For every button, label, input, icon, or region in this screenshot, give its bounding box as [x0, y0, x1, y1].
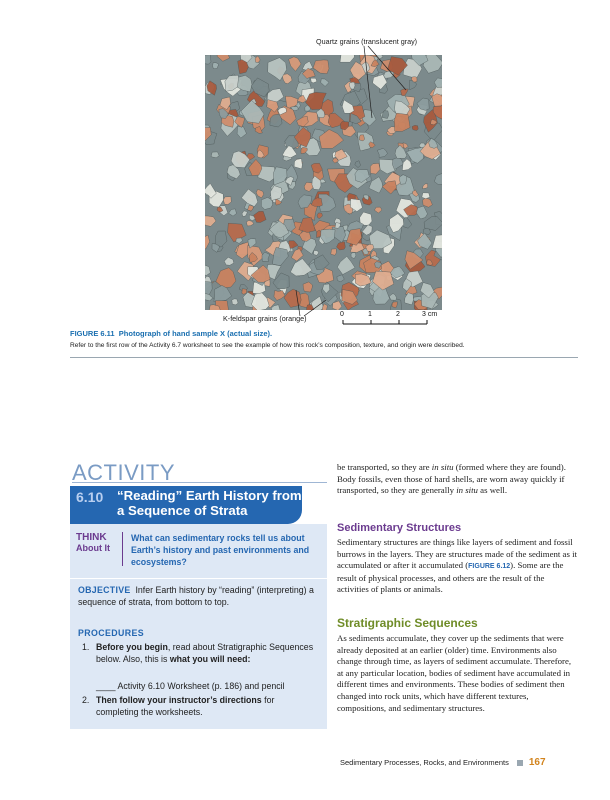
think-label: THINK	[76, 532, 107, 543]
procedures-heading: PROCEDURES	[78, 628, 145, 638]
kfeldspar-label: K-feldspar grains (orange)	[223, 314, 307, 323]
intro-text-b: (formed where they are found). Body fossils, even those of hard shells, are worn away quickly if transported, so they are generally	[337, 462, 566, 496]
think-divider	[122, 532, 123, 566]
section-divider	[70, 357, 578, 358]
about-it-label: About It	[76, 543, 110, 553]
figure-description: Refer to the first row of the Activity 6.7 worksheet to see the example of how this rock’s composition, texture, and origin were described.	[70, 342, 465, 349]
activity-number: 6.10	[76, 489, 104, 505]
page-footer	[340, 757, 546, 768]
think-question: What can sedimentary rocks tell us about Earth’s history and past environments and ecosystems?	[131, 533, 310, 567]
intro-in-situ-2: in situ	[456, 485, 478, 496]
quartz-label: Quartz grains (translucent gray)	[316, 37, 418, 46]
objective-text: Infer Earth history by “reading” (interpreting) a sequence of strata, from bottom to top.	[78, 585, 314, 607]
intro-paragraph	[337, 462, 577, 497]
intro-in-situ-1: in situ	[431, 462, 454, 472]
activity-heading: ACTIVITY	[72, 460, 176, 485]
figure-6-12-link[interactable]: FIGURE 6.12	[468, 563, 511, 571]
scale-tick-0: 0	[340, 311, 344, 318]
activity-rule	[72, 482, 327, 483]
figure-title: Photograph of hand sample X (actual size).	[118, 329, 273, 338]
sedimentary-structures-paragraph	[337, 537, 577, 596]
think-about-it	[76, 532, 120, 553]
step-2-text: for completing the worksheets.	[96, 695, 275, 717]
scale-tick-2: 2	[396, 311, 400, 318]
footer-section: Sedimentary Processes, Rocks, and Environments	[340, 758, 509, 767]
step-2	[96, 694, 318, 718]
activity-banner	[70, 486, 302, 524]
panel-separator	[70, 578, 327, 579]
page-number: 167	[528, 757, 546, 768]
step-2-number: 2.	[82, 695, 90, 705]
objective	[78, 584, 323, 608]
footer-square-icon	[517, 760, 523, 766]
stratigraphic-sequences-paragraph: As sediments accumulate, they cover up the sediments that were already deposited at an earlier (older) time. Environments also change through time, as layers of sediment accumulate. Therefore, at any particular location, bodies of sediment have accumulated in different times and environments. These bodies of sediment then changed into rock units, which have different textures, compositions, and sedimentary structures.	[337, 633, 572, 713]
scale-tick-1: 1	[368, 311, 372, 318]
sedimentary-structures-heading: Sedimentary Structures	[337, 522, 462, 534]
intro-text-a: be transported, so they are	[337, 462, 432, 472]
figure-number: FIGURE 6.11	[70, 329, 115, 338]
sed-text-a: Sedimentary structures are things like layers of sediment and fossil burrows in the layers. They are structures made of the sediment as it accumulated or after it accumulated (	[337, 537, 577, 571]
step-1	[96, 641, 318, 665]
activity-title: “Reading” Earth History from a Sequence of Strata	[117, 488, 302, 518]
step-1-item: ____ Activity 6.10 Worksheet (p. 186) and pencil	[96, 681, 285, 691]
sed-text-b: ). Some are the result of physical processes, and others are the result of the activities of plants or animals.	[337, 560, 564, 595]
stratigraphic-sequences-heading: Stratigraphic Sequences	[337, 616, 478, 630]
step-1-bold-b: what you will need:	[169, 654, 251, 664]
step-1-bold-a: Before you begin	[96, 642, 168, 652]
step-2-bold: Then follow your instructor’s directions	[96, 695, 262, 705]
figure-caption	[70, 329, 272, 338]
scale-tick-3: 3 cm	[422, 311, 438, 318]
step-1-number: 1.	[82, 642, 90, 652]
step-1-text-a: , read about Stratigraphic Sequences below. Also, this is	[96, 642, 314, 664]
leader-lines	[0, 0, 610, 330]
intro-text-c: as well.	[477, 485, 508, 496]
objective-label: OBJECTIVE	[78, 585, 131, 595]
